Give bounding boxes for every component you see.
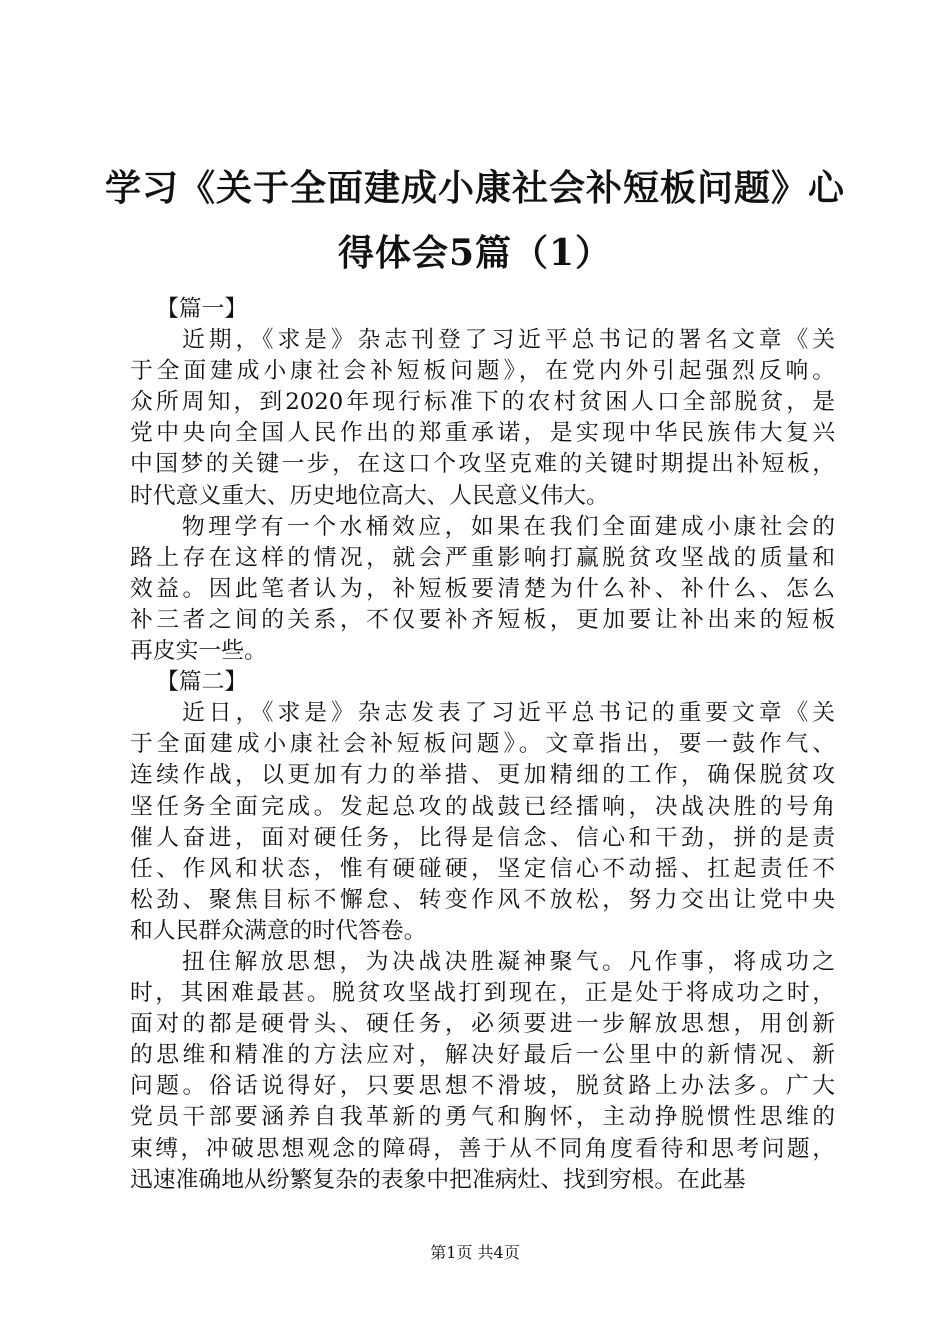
paragraph-line: 束缚，冲破思想观念的障碍，善于从不同角度看待和思考问题， bbox=[130, 1135, 835, 1162]
paragraph-line: 问题。俗话说得好，只要思想不滑坡，脱贫路上办法多。广大 bbox=[130, 1073, 835, 1100]
paragraph-line: 物理学有一个水桶效应，如果在我们全面建成小康社会的 bbox=[182, 513, 835, 540]
paragraph-line: 补三者之间的关系，不仅要补齐短板，更加要让补出来的短板 bbox=[130, 606, 835, 633]
paragraph-line: 于全面建成小康社会补短板问题》。文章指出，要一鼓作气、 bbox=[130, 731, 835, 758]
paragraph-line: 效益。因此笔者认为，补短板要清楚为什么补、补什么、怎么 bbox=[130, 575, 835, 602]
section-heading: 【篇一】 bbox=[156, 296, 248, 322]
paragraph-line: 再皮实一些。 bbox=[130, 638, 267, 665]
title-line-1: 学习《关于全面建成小康社会补短板问题》心 bbox=[104, 167, 845, 209]
paragraph-line: 时代意义重大、历史地位高大、人民意义伟大。 bbox=[130, 482, 609, 509]
paragraph-line: 的思维和精准的方法应对，解决好最后一公里中的新情况、新 bbox=[130, 1042, 835, 1069]
paragraph-line: 众所周知，到2020年现行标准下的农村贫困人口全部脱贫，是 bbox=[130, 389, 835, 416]
paragraph-line: 坚任务全面完成。发起总攻的战鼓已经擂响，决战决胜的号角 bbox=[130, 793, 835, 820]
paragraph-line: 面对的都是硬骨头、硬任务，必须要进一步解放思想，用创新 bbox=[130, 1011, 835, 1038]
paragraph-line: 于全面建成小康社会补短板问题》，在党内外引起强烈反响。 bbox=[130, 358, 835, 385]
paragraph-line: 中国梦的关键一步，在这口个攻坚克难的关键时期提出补短板， bbox=[130, 451, 835, 478]
paragraph-line: 扭住解放思想，为决战决胜凝神聚气。凡作事，将成功之 bbox=[182, 948, 835, 975]
page-footer: 第1页 共4页 bbox=[430, 1243, 520, 1262]
paragraph-line: 近日，《求是》杂志发表了习近平总书记的重要文章《关 bbox=[182, 700, 835, 727]
paragraph-line: 党员干部要涵养自我革新的勇气和胸怀，主动挣脱惯性思维的 bbox=[130, 1104, 835, 1131]
document-body bbox=[130, 294, 835, 1196]
paragraph-line: 党中央向全国人民作出的郑重承诺，是实现中华民族伟大复兴 bbox=[130, 420, 835, 447]
paragraph-line: 连续作战，以更加有力的举措、更加精细的工作，确保脱贫攻 bbox=[130, 762, 835, 789]
title-line-2: 得体会5篇（1） bbox=[337, 232, 613, 274]
paragraph-line: 时，其困难最甚。脱贫攻坚战打到现在，正是处于将成功之时， bbox=[130, 980, 835, 1007]
paragraph-line: 路上存在这样的情况，就会严重影响打赢脱贫攻坚战的质量和 bbox=[130, 544, 835, 571]
paragraph-line: 迅速准确地从纷繁复杂的表象中把准病灶、找到穷根。在此基 bbox=[130, 1166, 746, 1193]
paragraph-line: 催人奋进，面对硬任务，比得是信念、信心和干劲，拼的是责 bbox=[130, 824, 835, 851]
paragraph-line: 近期，《求是》杂志刊登了习近平总书记的署名文章《关 bbox=[182, 327, 835, 354]
paragraph-line: 和人民群众满意的时代答卷。 bbox=[130, 917, 427, 944]
section-heading: 【篇二】 bbox=[156, 669, 248, 696]
paragraph-line: 任、作风和状态，惟有硬碰硬，坚定信心不动摇、扛起责任不 bbox=[130, 855, 835, 882]
paragraph-line: 松劲、聚焦目标不懈怠、转变作风不放松，努力交出让党中央 bbox=[130, 886, 835, 913]
